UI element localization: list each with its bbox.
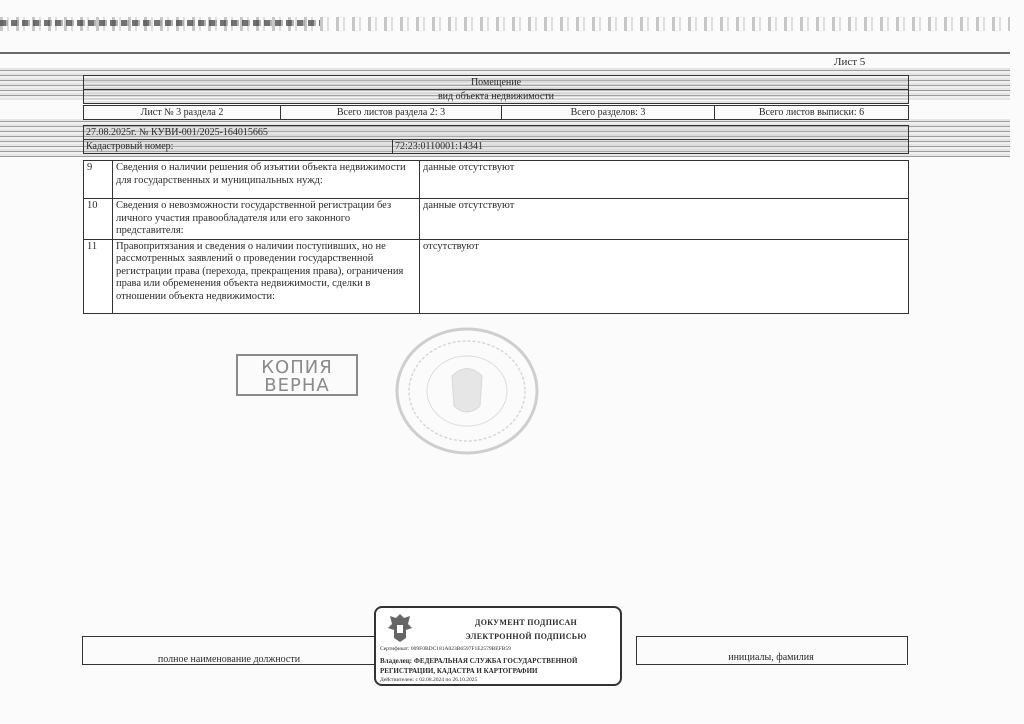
table-row [84,239,909,313]
row-number: 11 [84,239,113,313]
esig-title-2: ЭЛЕКТРОННОЙ ПОДПИСЬЮ [465,632,587,641]
row-value: отсутствуют [420,239,909,313]
sheet-of-section: Лист № 3 раздела 2 [84,106,281,120]
row-value: данные отсутствуют [420,199,909,240]
details-table [83,160,909,314]
cadastral-value: 72:23:0110001:14341 [393,140,909,154]
row-number: 10 [84,199,113,240]
stamp-line: КОПИЯ [261,357,333,378]
esig-owner-2: РЕГИСТРАЦИИ, КАДАСТРА И КАРТОГРАФИИ [380,667,538,675]
esig-owner-1: Владелец: ФЕДЕРАЛЬНАЯ СЛУЖБА ГОСУДАРСТВЕННОЙ [380,657,578,665]
name-caption: инициалы, фамилия [728,652,814,663]
object-type-header [83,75,909,104]
total-sheets-extract: Всего листов выписки: 6 [715,106,909,120]
coat-of-arms-icon [386,612,414,644]
esig-certificate: Сертификат: 009F0BDC181A023B6597F1E2579BEFB59 [380,646,511,652]
row-description: Сведения о наличии решения об изъятии объекта недвижимости для государственных и муниципальных нужд: [113,161,420,199]
name-underline [636,664,906,665]
stamp-line: ВЕРНА [264,375,330,396]
table-row [84,161,909,199]
round-seal-icon [392,326,542,456]
row-value: данные отсутствуют [420,161,909,199]
total-sections: Всего разделов: 3 [502,106,715,120]
position-caption: полное наименование должности [157,654,301,665]
scan-noise-dark [0,20,320,26]
extract-date-number: 27.08.2025г. № КУВИ-001/2025-164015665 [84,126,909,140]
cadastral-label: Кадастровый номер: [84,140,393,154]
object-type: Помещение [84,76,909,90]
esig-title-1: ДОКУМЕНТ ПОДПИСАН [474,618,578,627]
total-sheets-section: Всего листов раздела 2: 3 [281,106,502,120]
object-type-caption: вид объекта недвижимости [84,90,909,104]
row-description: Сведения о невозможности государственной регистрации без личного участия правообладателя или его законного представителя: [113,199,420,240]
row-description: Правопритязания и сведения о наличии поступивших, но не рассмотренных заявлений о проведении государственной регистрации права (перехода, прекращения права), ограничения права или обременения объекта недвижимости, сделки в отношении объекта недвижимости: [113,239,420,313]
sheet-info-row [83,105,909,120]
table-row [84,199,909,240]
extract-info [83,125,909,154]
row-number: 9 [84,161,113,199]
esig-validity: Действителен: с 02.08.2024 по 26.10.2025 [380,677,478,683]
sheet-number: Лист 5 [834,56,866,68]
scan-line [0,52,1010,54]
electronic-signature-stamp [374,606,622,686]
copy-verified-stamp [236,354,358,396]
